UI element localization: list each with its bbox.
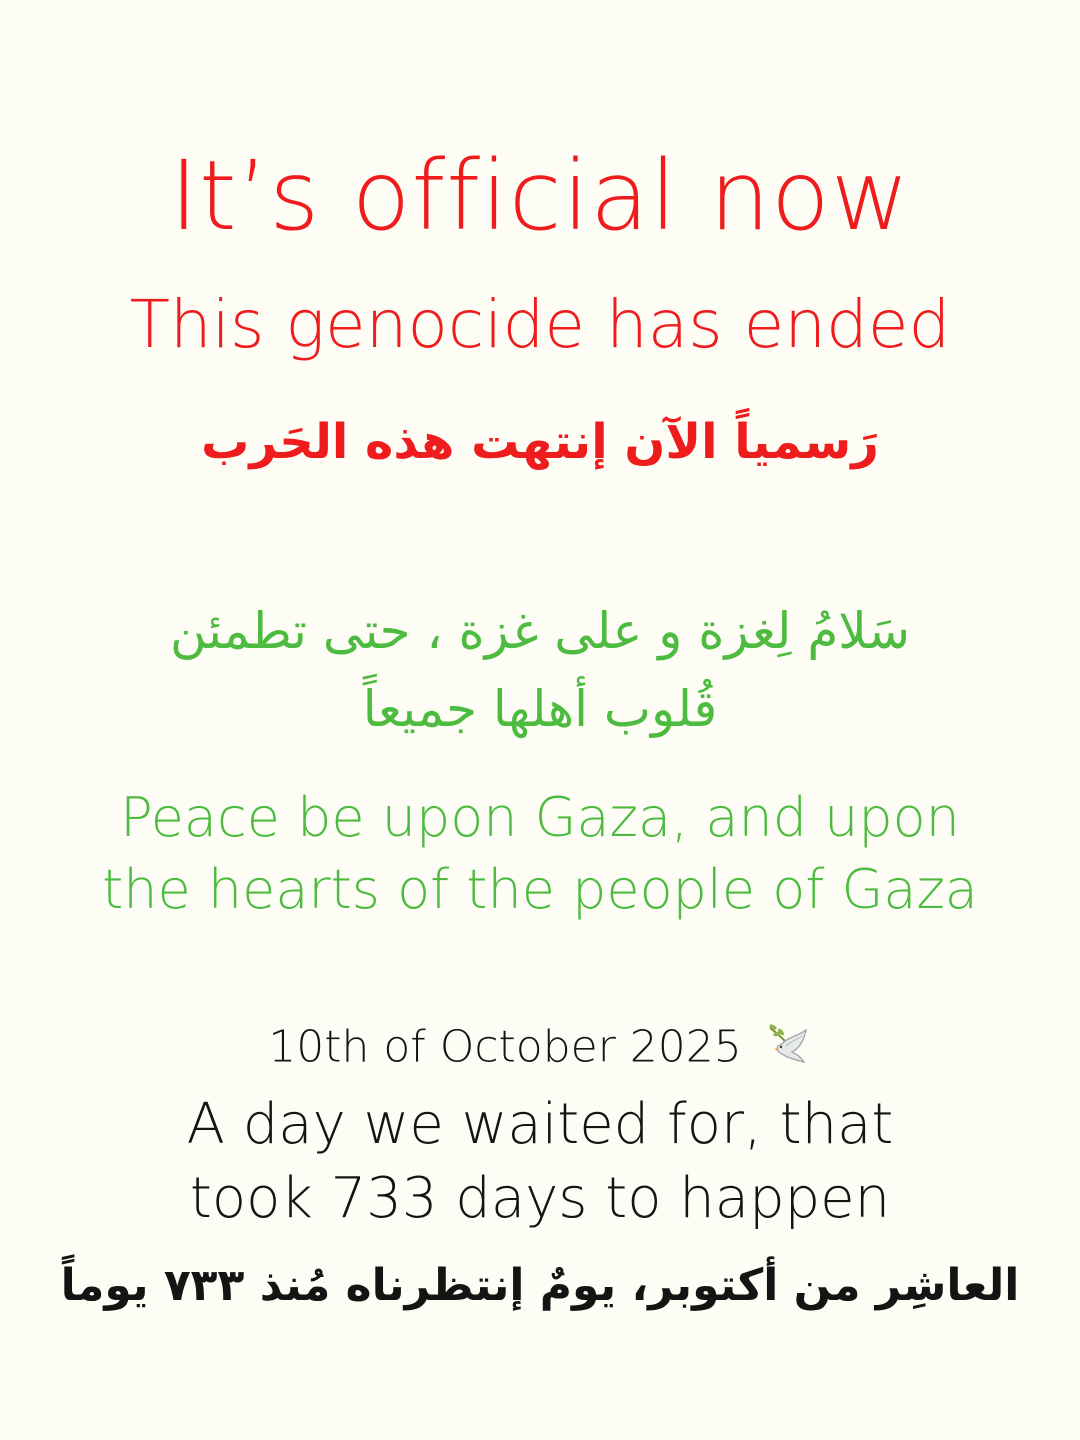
waited-line-2: took 733 days to happen bbox=[189, 1166, 891, 1231]
peace-english-line-1: Peace be upon Gaza, and upon bbox=[120, 786, 960, 849]
headline-arabic: رَسمياً الآن إنتهت هذه الحَرب bbox=[201, 414, 879, 470]
peace-arabic-line-2: قُلوب أهلها جميعاً bbox=[362, 680, 718, 738]
waited-line-1: A day we waited for, that bbox=[186, 1092, 894, 1157]
headline-title: It’s official now bbox=[169, 140, 911, 252]
peace-arabic-line-1: سَلامُ لِغزة و على غزة ، حتى تطمئن bbox=[169, 602, 910, 660]
headline-subtitle: This genocide has ended bbox=[129, 286, 951, 363]
date-text: 10th of October 2025 bbox=[268, 1021, 742, 1073]
footer-arabic: العاشِر من أكتوبر، يومٌ إنتظرناه مُنذ ٧٣٣ يوماً bbox=[60, 1260, 1020, 1311]
date-row bbox=[0, 1020, 1080, 1079]
peace-english-line-2: the hearts of the people of Gaza bbox=[102, 858, 978, 921]
dove-with-olive-branch-icon bbox=[764, 1020, 812, 1079]
